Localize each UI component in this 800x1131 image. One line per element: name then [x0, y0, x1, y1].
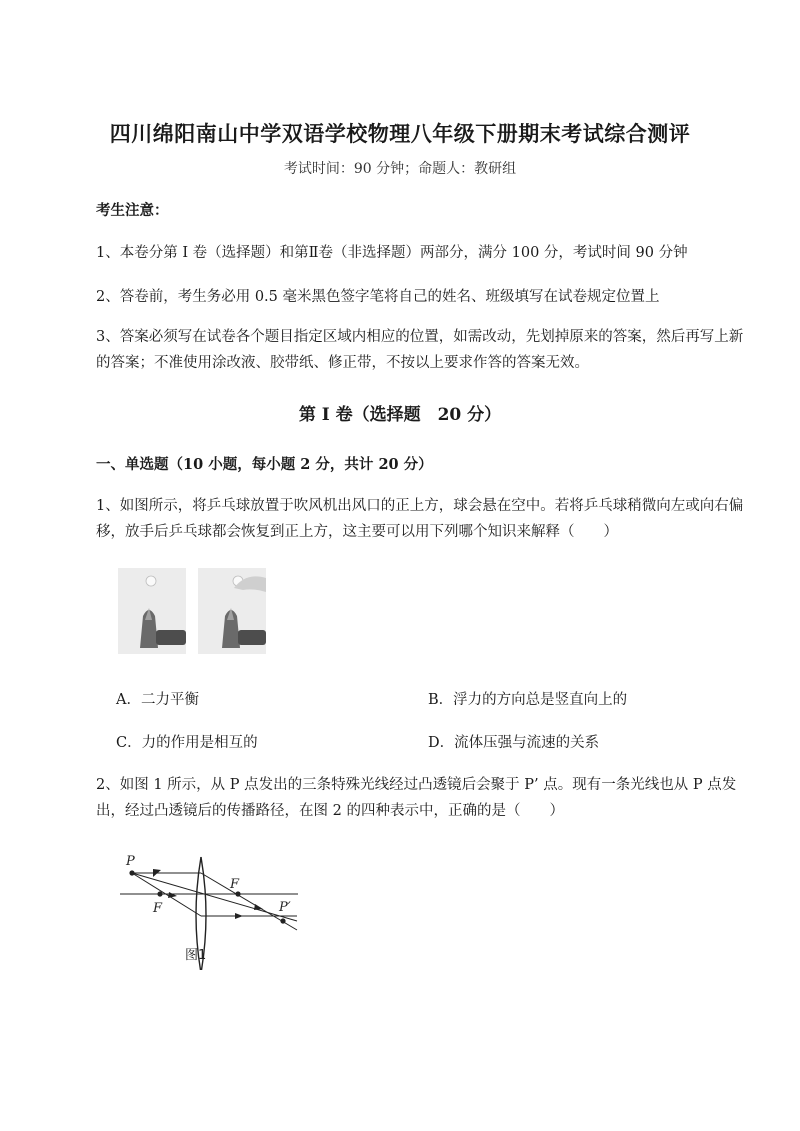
hairdryer-photo-1 — [118, 568, 186, 654]
q1-option-c: C．力的作用是相互的 — [116, 735, 258, 751]
section-title: 第 I 卷（选择题 20 分） — [298, 405, 502, 425]
notice-item-1: 1、本卷分第 I 卷（选择题）和第Ⅱ卷（非选择题）两部分，满分 100 分，考试时间 90 分钟 — [96, 245, 688, 261]
notice-item-2: 2、答卷前，考生务必用 0.5 毫米黑色签字笔将自己的姓名、班级填写在试卷规定位置上 — [96, 289, 660, 305]
q1-option-a: A．二力平衡 — [116, 692, 199, 708]
q1-option-d: D．流体压强与流速的关系 — [428, 735, 600, 751]
figure-caption: 图1 — [185, 948, 207, 963]
part-heading: 一、单选题（10 小题，每小题 2 分，共计 20 分） — [96, 456, 433, 473]
lens-diagram — [115, 845, 315, 970]
question-2-text: 2、如图 1 所示，从 P 点发出的三条特殊光线经过凸透镜后会聚于 P’ 点。现有一条光线也从 P 点发出，经过凸透镜后的传播路径，在图 2 的四种表示中，正确的是（ ） — [96, 777, 737, 819]
label-f-right: F — [230, 877, 240, 892]
notice-item-3: 3、答案必须写在试卷各个题目指定区域内相应的位置，如需改动，先划掉原来的答案，然后再写上新的答案；不准使用涂改液、胶带纸、修正带，不按以上要求作答的答案无效。 — [96, 329, 744, 371]
hairdryer-photo-2 — [198, 568, 266, 654]
label-p: P — [126, 854, 135, 869]
question-1-text: 1、如图所示，将乒乓球放置于吹风机出风口的正上方，球会悬在空中。若将乒乓球稍微向左或向右偏移，放手后乒乓球都会恢复到正上方，这主要可以用下列哪个知识来解释（ ） — [96, 498, 744, 540]
focus-point-right — [235, 891, 240, 896]
label-f-left: F — [153, 901, 163, 916]
arrow-head — [254, 904, 263, 910]
point-p-prime — [280, 918, 285, 923]
focus-point-left — [157, 891, 162, 896]
arrow-head — [168, 892, 177, 898]
exam-info: 考试时间：90 分钟；命题人：教研组 — [283, 161, 517, 177]
label-p-prime: P′ — [279, 900, 291, 915]
q1-option-b: B．浮力的方向总是竖直向上的 — [428, 692, 628, 708]
point-p — [129, 870, 134, 875]
notice-heading: 考生注意： — [96, 202, 169, 219]
page-title: 四川绵阳南山中学双语学校物理八年级下册期末考试综合测评 — [109, 121, 691, 146]
arrow-head — [235, 913, 243, 919]
